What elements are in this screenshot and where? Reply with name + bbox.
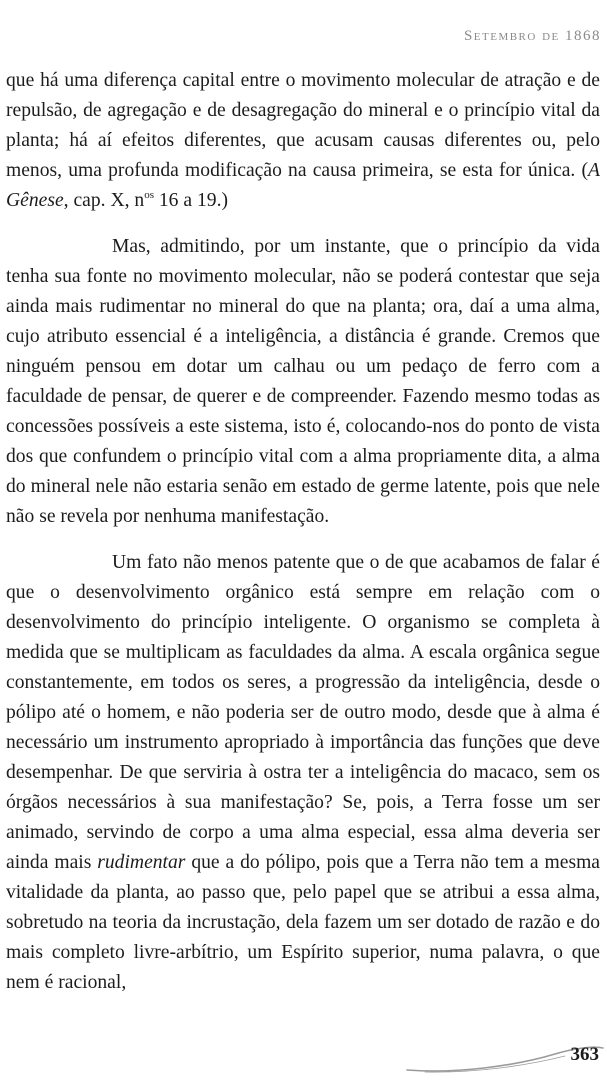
- paragraph-3: [6, 548, 600, 998]
- emphasis-rudimentar: rudimentar: [97, 852, 186, 873]
- citation-range: 16 a 19.): [153, 190, 228, 211]
- paragraph-3-text-after: que a do pólipo, pois que a Terra não tem a mesma vitalidade da planta, ao passo que, pelo papel que se atribui a essa alma, sobretudo na teoria da incrustação, dela fazem um ser dotado de razão e do mais completo livre-arbítrio, um Espírito superior, numa palavra, o que nem é racional,: [6, 852, 601, 993]
- citation-chapter: , cap. X, n: [63, 190, 145, 211]
- page-number: 363: [570, 1044, 599, 1065]
- paragraph-2-text: Mas, admitindo, por um instante, que o princípio da vida tenha sua fonte no movimento molecular, não se poderá contestar que seja ainda mais rudimentar no mineral do que na planta; ora, daí a uma alma, cujo atributo essencial é a inteligência, a distância é grande. Cremos que ninguém pensou em dotar um calhau ou um pedaço de ferro com a faculdade de pensar, de querer e de compreender. Fazendo mesmo todas as concessões possíveis a este sistema, isto é, colocando-nos do ponto de vista dos que confundem o princípio vital com a alma propriamente dita, a alma do mineral nele não estaria senão em estado de germe latente, pois que nele não se revela por nenhuma manifestação.: [6, 236, 600, 527]
- running-header: Setembro de 1868: [463, 28, 601, 44]
- paragraph-1-text: que há uma diferença capital entre o movimento molecular de atração e de repulsão, de agregação e de desagregação do mineral e o princípio vital da planta; há aí efeitos diferentes, que acusam causas diferentes ou, pelo menos, uma profunda modificação na causa primeira, se esta for única. (: [6, 70, 600, 181]
- paragraph-1: [6, 66, 600, 216]
- paragraph-3-text-before: Um fato não menos patente que o de que acabamos de falar é que o desenvolvimento orgânico está sempre em relação com o desenvolvimento do princípio inteligente. O organismo se completa à medida que se multiplicam as faculdades da alma. A escala orgânica segue constantemente, em todos os seres, a progressão da inteligência, desde o pólipo até o homem, e não poderia ser de outro modo, desde que à alma é necessário um instrumento apropriado à importância das funções que deve desempenhar. De que serviria à ostra ter a inteligência do macaco, sem os órgãos necessários à sua manifestação? Se, pois, a Terra fosse um ser animado, servindo de corpo a uma alma especial, essa alma deveria ser ainda mais: [6, 552, 600, 873]
- page-body: [6, 66, 600, 998]
- paragraph-2: [6, 232, 600, 532]
- citation-superscript: os: [144, 189, 154, 201]
- citation-title: A Gênese: [6, 160, 600, 211]
